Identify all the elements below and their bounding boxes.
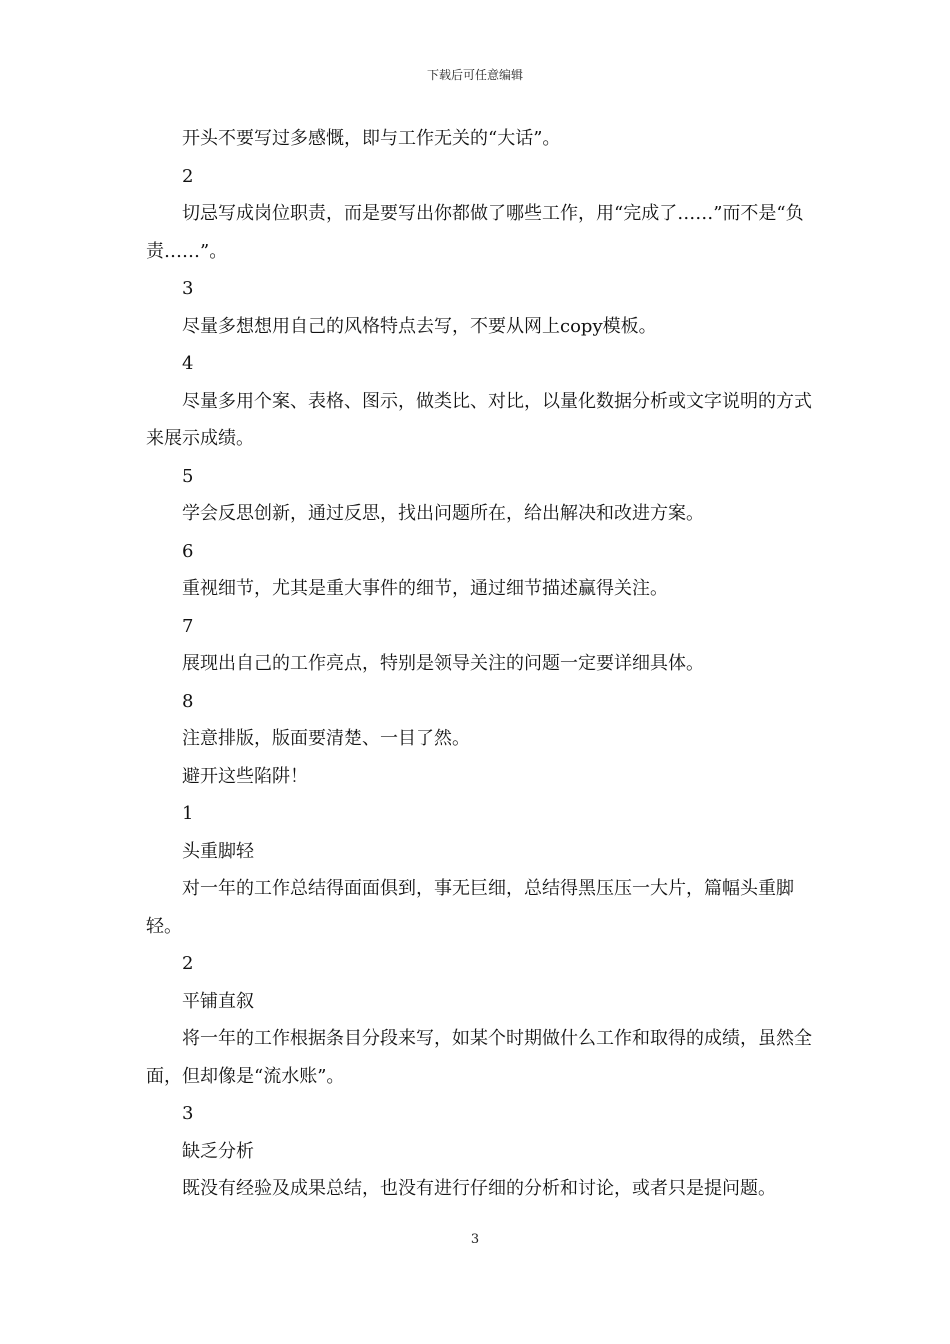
paragraph: 对一年的工作总结得面面俱到，事无巨细，总结得黑压压一大片，篇幅头重脚轻。 xyxy=(146,878,794,937)
list-number: 5 xyxy=(182,465,194,487)
text-line: 学会反思创新，通过反思，找出问题所在，给出解决和改进方案。 xyxy=(182,503,704,524)
list-number: 3 xyxy=(182,1103,194,1124)
list-number: 2 xyxy=(182,165,194,187)
text-line: 既没有经验及成果总结，也没有进行仔细的分析和讨论，或者只是提问题。 xyxy=(182,1178,776,1199)
document-body xyxy=(146,120,826,1208)
list-number: 4 xyxy=(182,353,194,374)
text-line: 开头不要写过多感慨，即与工作无关的“大话”。 xyxy=(182,128,561,149)
text-line: 注意排版，版面要清楚、一目了然。 xyxy=(182,728,470,749)
item-title: 平铺直叙 xyxy=(182,990,254,1012)
page-header: 下载后可任意编辑 xyxy=(426,68,523,82)
paragraph: 将一年的工作根据条目分段来写，如某个时期做什么工作和取得的成绩，虽然全面，但却像是“流水账”。 xyxy=(146,1028,812,1087)
list-number: 1 xyxy=(182,803,194,824)
page-number: 3 xyxy=(470,1232,480,1247)
text-line: 展现出自己的工作亮点，特别是领导关注的问题一定要详细具体。 xyxy=(182,653,704,674)
list-number: 8 xyxy=(182,690,194,712)
item-title: 缺乏分析 xyxy=(182,1140,254,1162)
paragraph: 尽量多用个案、表格、图示，做类比、对比，以量化数据分析或文字说明的方式来展示成绩。 xyxy=(146,390,812,449)
section-heading: 避开这些陷阱！ xyxy=(182,765,308,787)
list-number: 2 xyxy=(182,953,194,974)
list-number: 6 xyxy=(182,540,194,562)
paragraph: 切忌写成岗位职责，而是要写出你都做了哪些工作，用“完成了……”而不是“负责……”。 xyxy=(146,203,804,262)
list-number: 3 xyxy=(182,278,194,299)
item-title: 头重脚轻 xyxy=(182,840,254,862)
list-number: 7 xyxy=(182,615,194,637)
text-line: 重视细节，尤其是重大事件的细节，通过细节描述赢得关注。 xyxy=(182,578,668,599)
text-line: 尽量多想想用自己的风格特点去写，不要从网上copy模板。 xyxy=(182,315,657,337)
